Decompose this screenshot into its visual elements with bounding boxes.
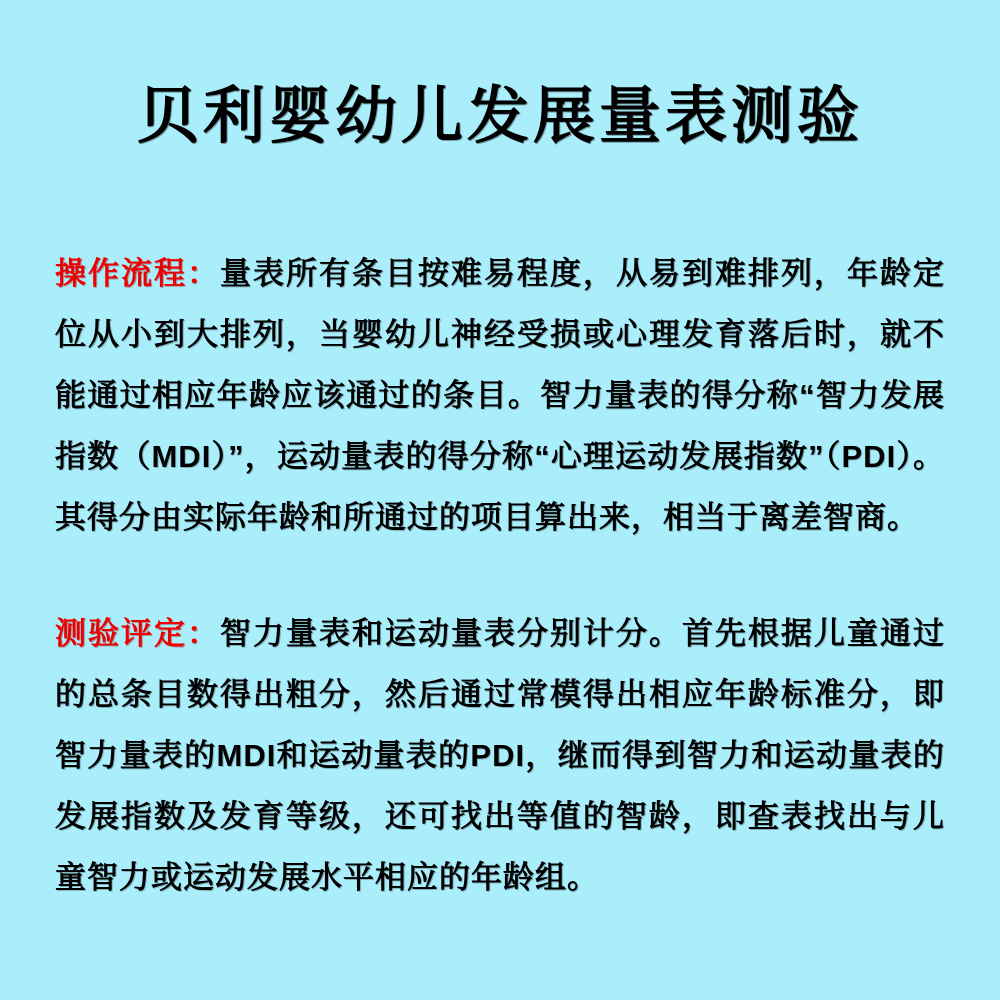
- section-operation-flow: [55, 243, 945, 548]
- section-test-evaluation-text: 智力量表和运动量表分别计分。首先根据儿童通过的总条目数得出粗分，然后通过常模得出相应年龄标准分，即智力量表的MDI和运动量表的PDI，继而得到智力和运动量表的发展指数及发育等级，还可找出等值的智龄，即查表找出与儿童智力或运动发展水平相应的年龄组。: [55, 616, 945, 895]
- section-test-evaluation-label: 测验评定：: [55, 616, 220, 651]
- section-test-evaluation: [55, 603, 945, 908]
- section-operation-flow-label: 操作流程：: [55, 256, 220, 291]
- page-title: 贝利婴幼儿发展量表测验: [136, 81, 863, 151]
- section-operation-flow-text: 量表所有条目按难易程度，从易到难排列，年龄定位从小到大排列，当婴幼儿神经受损或心理发育落后时，就不能通过相应年龄应该通过的条目。智力量表的得分称“智力发展指数（MDI）”，运动量表的得分称“心理运动发展指数”（PDI）。其得分由实际年龄和所通过的项目算出来，相当于离差智商。: [55, 256, 945, 535]
